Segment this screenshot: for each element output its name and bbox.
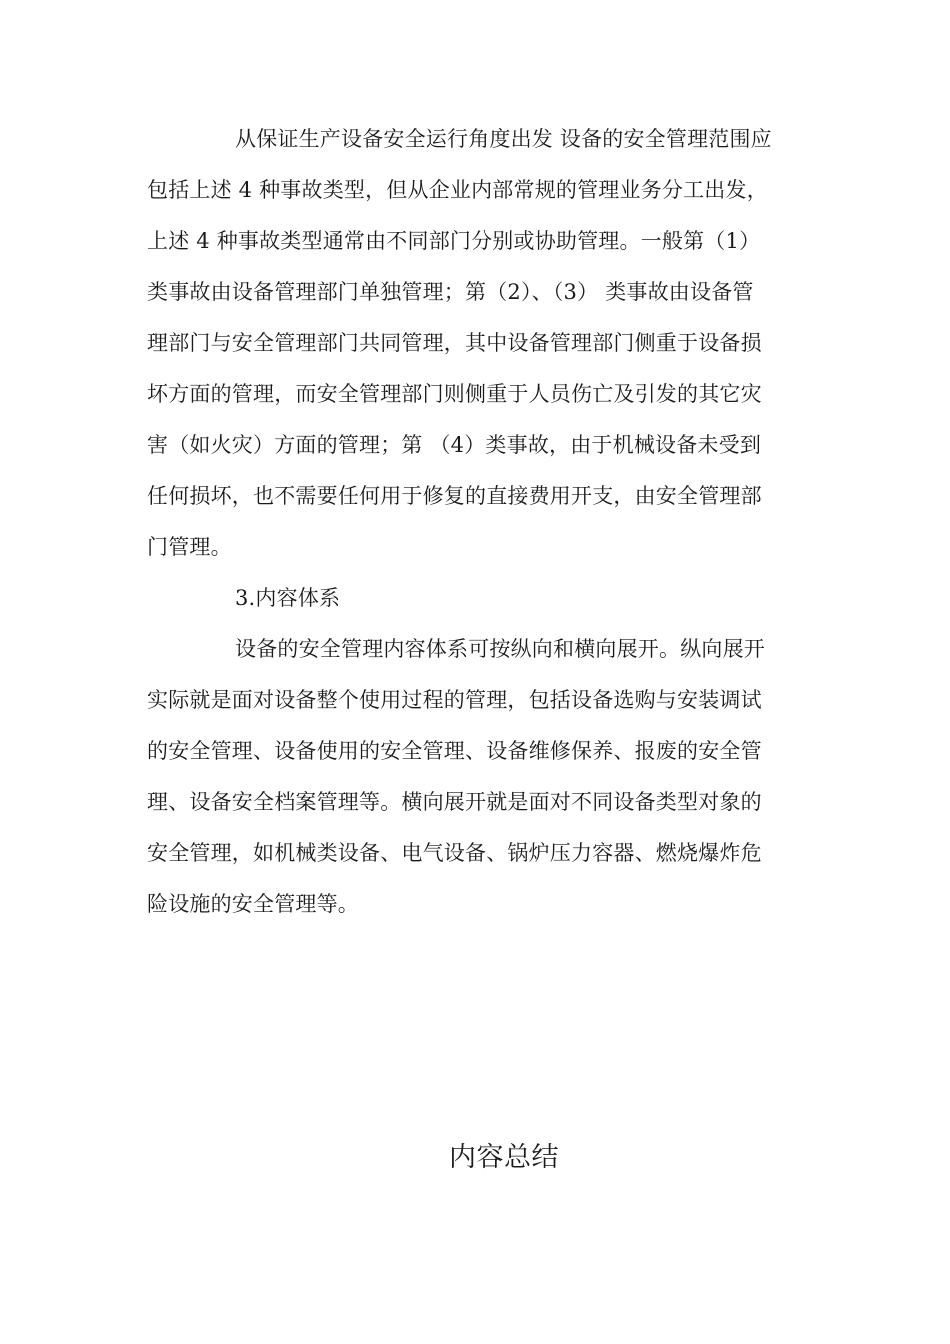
paragraph-2-line-6: 险设施的安全管理等。 [147,892,359,916]
paragraph-2-line-5: 安全管理，如机械类设备、电气设备、锅炉压力容器、燃烧爆炸危 [147,841,762,865]
paragraph-1-line-2: 包括上述 4 种事故类型，但从企业内部常规的管理业务分工出发， [147,178,768,202]
paragraph-2-line-1: 设备的安全管理内容体系可按纵向和横向展开。纵向展开 [235,637,765,661]
paragraph-2-line-3: 的安全管理、设备使用的安全管理、设备维修保养、报废的安全管 [147,739,762,763]
paragraph-1-line-1: 从保证生产设备安全运行角度出发 设备的安全管理范围应 [235,127,772,151]
paragraph-2-line-4: 理、设备安全档案管理等。横向展开就是面对不同设备类型对象的 [147,790,762,814]
paragraph-2-line-2: 实际就是面对设备整个使用过程的管理，包括设备选购与安装调试 [147,688,762,712]
paragraph-1-line-4: 类事故由设备管理部门单独管理；第（2）、（3） 类事故由设备管 [147,280,754,304]
summary-title: 内容总结 [449,1142,559,1173]
paragraph-1-line-5: 理部门与安全管理部门共同管理，其中设备管理部门侧重于设备损 [147,331,762,355]
section-heading: 3.内容体系 [235,586,341,610]
paragraph-1-line-6: 坏方面的管理，而安全管理部门则侧重于人员伤亡及引发的其它灾 [147,382,762,406]
paragraph-1-line-7: 害（如火灾）方面的管理；第 （4）类事故，由于机械设备未受到 [147,433,762,457]
document-body [147,114,805,930]
paragraph-1-line-9: 门管理。 [147,535,232,559]
paragraph-1-line-8: 任何损坏，也不需要任何用于修复的直接费用开支，由安全管理部 [147,484,762,508]
paragraph-1-line-3: 上述 4 种事故类型通常由不同部门分别或协助管理。一般第（1） [147,229,761,253]
